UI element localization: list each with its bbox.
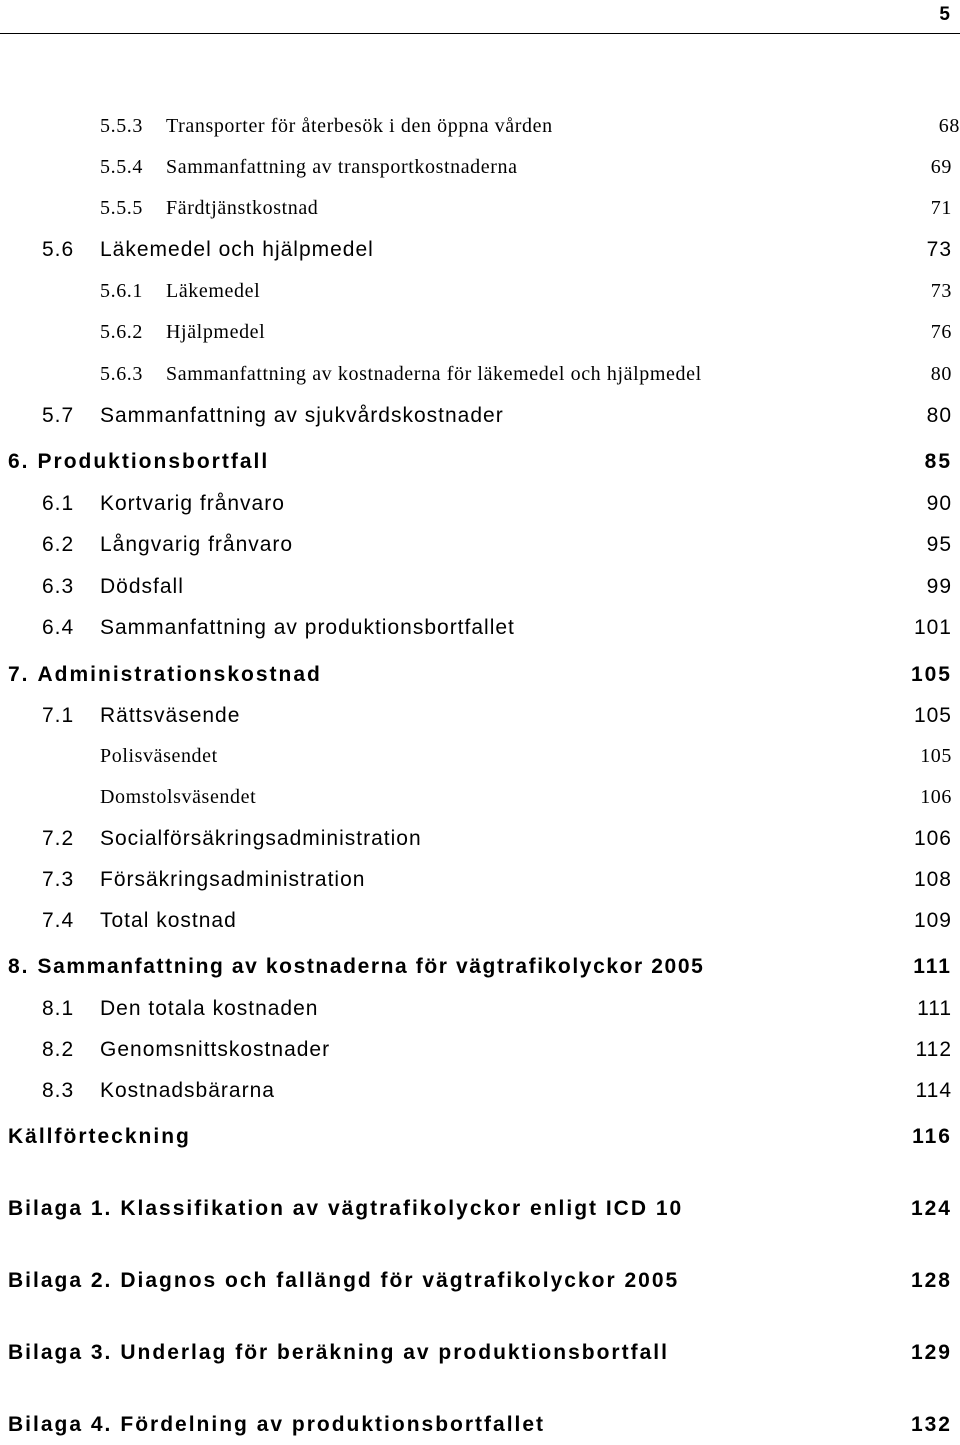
toc-entry-number: 6. xyxy=(8,450,30,473)
toc-entry-title: Produktionsbortfall xyxy=(37,450,270,473)
toc-appendix-entry[interactable] xyxy=(0,1413,952,1443)
toc-entry[interactable] xyxy=(0,1038,952,1068)
toc-entry-number: 8.1 xyxy=(42,997,75,1020)
toc-entry-page: 116 xyxy=(912,1125,952,1148)
toc-entry-page: 106 xyxy=(920,786,952,808)
toc-entry-number: 8.3 xyxy=(42,1079,75,1102)
toc-entry-title: Administrationskostnad xyxy=(37,663,322,686)
toc-entry[interactable] xyxy=(0,575,952,605)
toc-entry-number: 6.2 xyxy=(42,533,75,556)
toc-entry-page: 129 xyxy=(910,1341,952,1364)
toc-entry-title: Läkemedel xyxy=(166,280,261,302)
toc-entry-page: 95 xyxy=(926,533,952,556)
toc-chapter-entry[interactable] xyxy=(0,955,952,985)
toc-entry-page: 90 xyxy=(926,492,952,515)
toc-entry-number: 5.5.5 xyxy=(100,197,143,219)
page-number: 5 xyxy=(939,4,950,25)
toc-entry-page: 108 xyxy=(913,868,952,891)
toc-entry-title: Fördelning av produktionsbortfallet xyxy=(120,1413,546,1436)
toc-entry-page: 73 xyxy=(930,280,952,302)
toc-entry-page: 76 xyxy=(930,321,952,343)
toc-entry-number: 8.2 xyxy=(42,1038,75,1061)
toc-entry-page: 105 xyxy=(920,745,952,767)
toc-entry[interactable] xyxy=(0,115,960,145)
toc-entry-page: 112 xyxy=(915,1038,952,1061)
toc-entry-number: 5.5.4 xyxy=(100,156,143,178)
toc-chapter-entry[interactable] xyxy=(0,1125,952,1155)
toc-entry-title: Långvarig frånvaro xyxy=(100,533,294,556)
toc-entry-title: Kortvarig frånvaro xyxy=(100,492,285,515)
toc-entry-title: Färdtjänstkostnad xyxy=(166,197,319,219)
toc-entry-number: 7.3 xyxy=(42,868,75,891)
toc-entry-number: 7.2 xyxy=(42,827,75,850)
toc-entry-title: Underlag för beräkning av produktionsbortfall xyxy=(120,1341,669,1364)
toc-entry-page: 73 xyxy=(926,238,952,261)
toc-appendix-entry[interactable] xyxy=(0,1197,952,1227)
toc-entry[interactable] xyxy=(0,868,952,898)
toc-entry-page: 114 xyxy=(915,1079,952,1102)
toc-entry[interactable] xyxy=(0,997,952,1027)
toc-entry[interactable] xyxy=(0,533,952,563)
toc-entry-number: 7.4 xyxy=(42,909,75,932)
toc-chapter-entry[interactable] xyxy=(0,663,952,693)
toc-entry-title: Sammanfattning av transportkostnaderna xyxy=(166,156,518,178)
toc-entry-title: Sammanfattning av sjukvårdskostnader xyxy=(100,404,504,427)
toc-entry-page: 99 xyxy=(926,575,952,598)
toc-entry-title: Transporter för återbesök i den öppna vården xyxy=(166,115,553,137)
toc-entry-page: 71 xyxy=(930,197,952,219)
toc-entry-title: Total kostnad xyxy=(100,909,237,932)
toc-entry-number: Bilaga 4. xyxy=(8,1413,113,1436)
toc-entry-page: 111 xyxy=(917,997,952,1020)
toc-entry-title: Rättsväsende xyxy=(100,704,241,727)
toc-entry[interactable] xyxy=(0,704,952,734)
toc-entry-number: Bilaga 3. xyxy=(8,1341,113,1364)
toc-entry-number: 6.3 xyxy=(42,575,75,598)
toc-entry-page: 80 xyxy=(930,363,952,385)
toc-entry-page: 101 xyxy=(913,616,952,639)
toc-entry[interactable] xyxy=(0,492,952,522)
toc-entry-title: Genomsnittskostnader xyxy=(100,1038,331,1061)
toc-entry-page: 68 xyxy=(938,115,960,137)
toc-entry-number: Bilaga 1. xyxy=(8,1197,113,1220)
toc-entry[interactable] xyxy=(0,280,952,310)
toc-entry[interactable] xyxy=(0,616,952,646)
toc-entry-title: Socialförsäkringsadministration xyxy=(100,827,422,850)
toc-entry-title: Polisväsendet xyxy=(100,745,218,767)
toc-entry[interactable] xyxy=(0,321,952,351)
toc-entry-title: Läkemedel och hjälpmedel xyxy=(100,238,374,261)
toc-entry-number: 7. xyxy=(8,663,30,686)
toc-chapter-entry[interactable] xyxy=(0,450,952,480)
toc-entry-number: 5.7 xyxy=(42,404,75,427)
toc-entry[interactable] xyxy=(0,363,952,393)
toc-entry-number: 7.1 xyxy=(42,704,75,727)
toc-entry-number: 5.6 xyxy=(42,238,75,261)
toc-entry-number: 5.6.2 xyxy=(100,321,143,343)
toc-entry-page: 85 xyxy=(924,450,952,473)
toc-entry[interactable] xyxy=(0,156,952,186)
toc-entry-title: Domstolsväsendet xyxy=(100,786,257,808)
toc-entry-page: 132 xyxy=(910,1413,952,1436)
toc-entry-number: 6.4 xyxy=(42,616,75,639)
toc-entry[interactable] xyxy=(0,827,952,857)
toc-entry-title: Dödsfall xyxy=(100,575,184,598)
toc-entry[interactable] xyxy=(0,404,952,434)
toc-entry-number: 5.5.3 xyxy=(100,115,143,137)
toc-entry-page: 105 xyxy=(910,663,952,686)
toc-entry-number: 5.6.1 xyxy=(100,280,143,302)
toc-entry[interactable] xyxy=(0,909,952,939)
toc-entry-page: 109 xyxy=(913,909,952,932)
toc-entry-number: Bilaga 2. xyxy=(8,1269,113,1292)
toc-entry-title: Diagnos och fallängd för vägtrafikolyckor 2005 xyxy=(120,1269,680,1292)
page-header xyxy=(0,0,960,38)
toc-entry-page: 105 xyxy=(913,704,952,727)
toc-entry[interactable] xyxy=(0,197,952,227)
toc-entry[interactable] xyxy=(0,1079,952,1109)
toc-appendix-entry[interactable] xyxy=(0,1341,952,1371)
toc-entry-page: 128 xyxy=(910,1269,952,1292)
toc-appendix-entry[interactable] xyxy=(0,1269,952,1299)
toc-entry[interactable] xyxy=(0,786,952,816)
toc-entry-title: Försäkringsadministration xyxy=(100,868,366,891)
toc-entry-title: Sammanfattning av produktionsbortfallet xyxy=(100,616,515,639)
toc-entry-page: 124 xyxy=(910,1197,952,1220)
toc-entry-title: Sammanfattning av kostnaderna för vägtrafikolyckor 2005 xyxy=(37,955,705,978)
toc-entry-title: Hjälpmedel xyxy=(166,321,266,343)
toc-entry-title: Klassifikation av vägtrafikolyckor enligt ICD 10 xyxy=(120,1197,684,1220)
toc-entry-number: 6.1 xyxy=(42,492,75,515)
toc-entry-title: Den totala kostnaden xyxy=(100,997,319,1020)
toc-entry-title: Kostnadsbärarna xyxy=(100,1079,275,1102)
header-rule xyxy=(0,33,960,34)
toc-entry-number: 8. xyxy=(8,955,30,978)
toc-entry-number: 5.6.3 xyxy=(100,363,143,385)
toc-entry[interactable] xyxy=(0,238,952,268)
toc-entry[interactable] xyxy=(0,745,952,775)
toc-entry-page: 106 xyxy=(913,827,952,850)
toc-entry-page: 111 xyxy=(913,955,952,978)
toc-entry-title: Källförteckning xyxy=(8,1125,191,1148)
toc-entry-page: 69 xyxy=(930,156,952,178)
toc-entry-title: Sammanfattning av kostnaderna för läkemedel och hjälpmedel xyxy=(166,363,702,385)
toc-entry-page: 80 xyxy=(926,404,952,427)
